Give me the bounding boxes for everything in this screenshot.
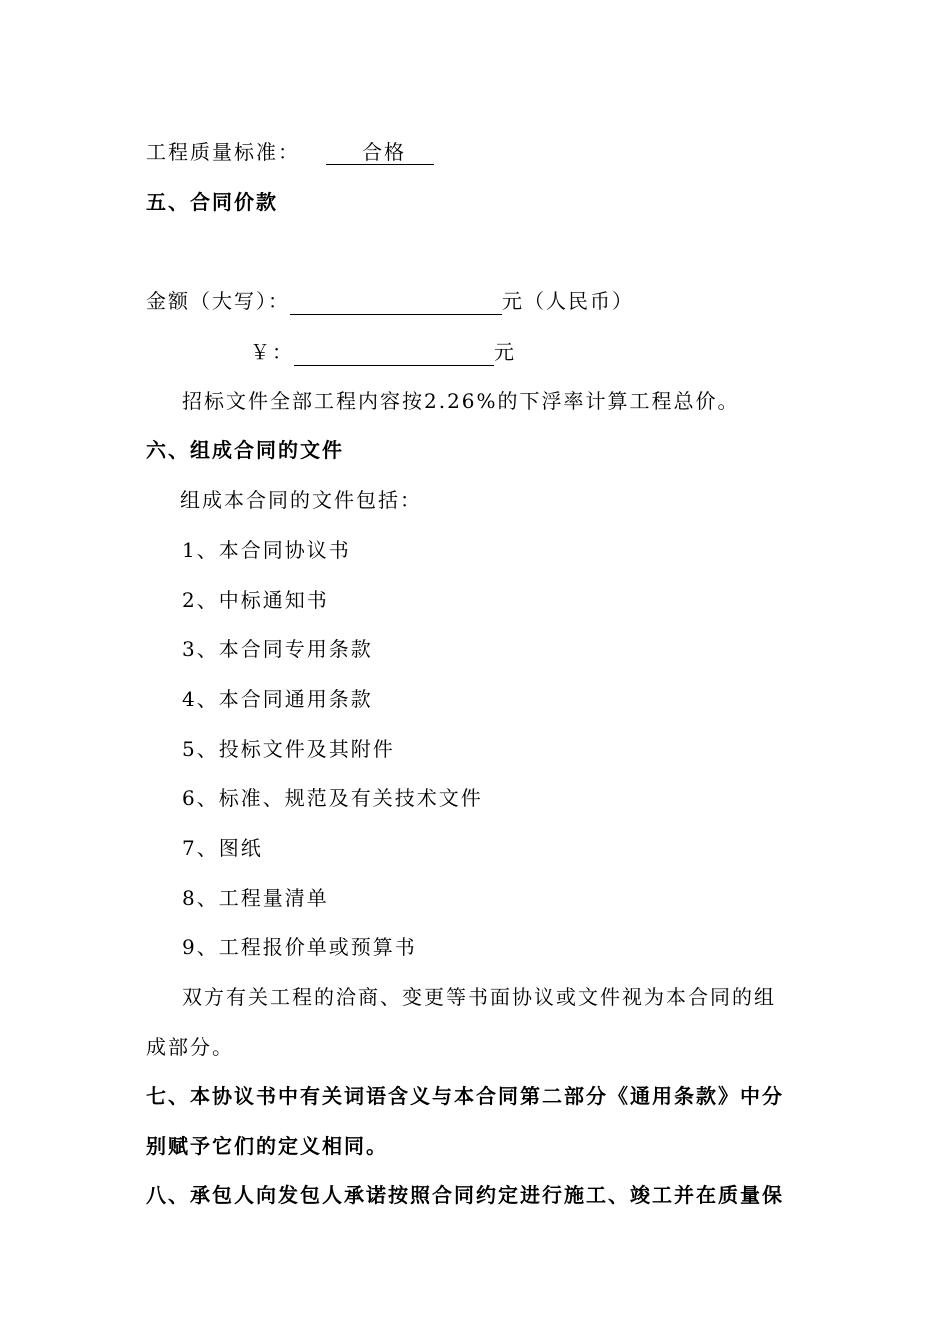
list-item: 8、工程量清单 [182,886,329,910]
amount-chinese-suffix: 元（人民币） [502,289,634,313]
amount-numeric-suffix: 元 [494,340,516,364]
amount-numeric-blank [294,341,494,366]
section-7-line1: 七、本协议书中有关词语含义与本合同第二部分《通用条款》中分 [146,1084,784,1108]
list-item: 2、中标通知书 [182,588,329,612]
section-8-line1: 八、承包人向发包人承诺按照合同约定进行施工、竣工并在质量保 [146,1183,784,1207]
amount-numeric-label: ￥： [250,340,294,364]
list-item: 4、本合同通用条款 [182,687,373,711]
list-item: 5、投标文件及其附件 [182,737,395,761]
section-6-note-line1: 双方有关工程的洽商、变更等书面协议或文件视为本合同的组 [182,985,776,1009]
quality-standard-value: 合格 [326,140,434,165]
section-6-note-line2: 成部分。 [146,1035,234,1059]
amount-chinese-line [146,287,634,315]
list-item: 3、本合同专用条款 [182,637,373,661]
quality-standard-label: 工程质量标准： [146,140,300,164]
section-7-line2: 别赋予它们的定义相同。 [146,1134,388,1158]
list-item: 6、标准、规范及有关技术文件 [182,786,483,810]
amount-numeric-line [250,338,516,366]
tender-note: 招标文件全部工程内容按2.26%的下浮率计算工程总价。 [182,389,740,413]
list-item: 1、本合同协议书 [182,538,351,562]
list-item: 9、工程报价单或预算书 [182,935,417,959]
section-6-title: 六、组成合同的文件 [146,438,344,462]
section-5-title: 五、合同价款 [146,190,278,214]
amount-chinese-label: 金额（大写）： [146,289,290,313]
quality-standard-line [146,138,434,166]
list-item: 7、图纸 [182,836,263,860]
amount-chinese-blank [290,290,502,315]
section-6-intro: 组成本合同的文件包括： [180,488,422,512]
